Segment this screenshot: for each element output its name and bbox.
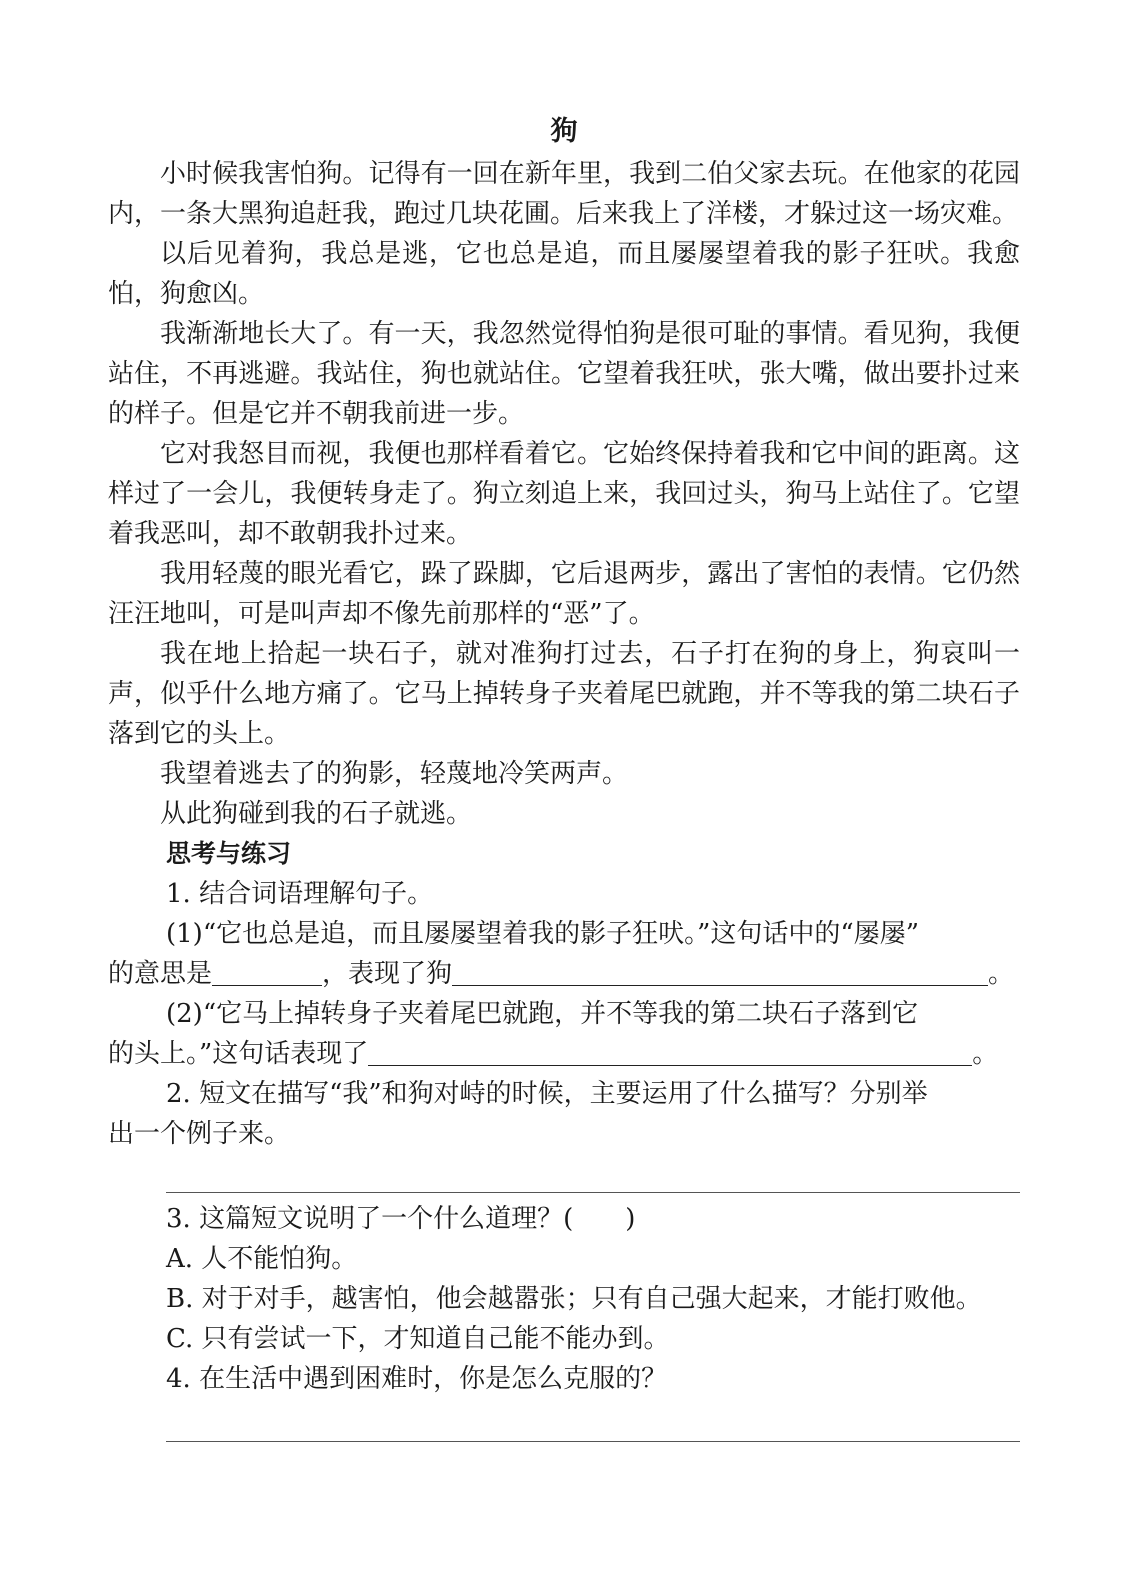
option-a[interactable]: A. 人不能怕狗。 — [166, 1244, 358, 1274]
question-1-1-text-b: ，表现了狗 — [322, 959, 453, 989]
answer-line-question-4[interactable] — [166, 1441, 1020, 1442]
story-paragraph-6: 我在地上拾起一块石子，就对准狗打过去，石子打在狗的身上，狗哀叫一声，似乎什么地方痛了。它马上掉转身子夹着尾巴就跑，并不等我的第二块石子落到它的头上。 — [108, 639, 1020, 749]
question-1-2-line-2 — [108, 1034, 1020, 1074]
worksheet-page — [108, 110, 1020, 1442]
story-paragraph-4: 它对我怒目而视，我便也那样看着它。它始终保持着我和它中间的距离。这样过了一会儿，我便转身走了。狗立刻追上来，我回过头，狗马上站住了。它望着我恶叫，却不敢朝我扑过来。 — [108, 439, 1020, 549]
question-1-2-text-a: 的头上。”这句话表现了 — [108, 1039, 369, 1069]
question-1-2-line-1: (2)“它马上掉转身子夹着尾巴就跑，并不等我的第二块石子落到它 — [166, 999, 919, 1029]
question-1: 1. 结合词语理解句子。 — [166, 879, 434, 909]
story-paragraph-3: 我渐渐地长大了。有一天，我忽然觉得怕狗是很可耻的事情。看见狗，我便站住，不再逃避。我站住，狗也就站住。它望着我狂吠，张大嘴，做出要扑过来的样子。但是它并不朝我前进一步。 — [108, 319, 1020, 429]
option-b[interactable]: B. 对于对手，越害怕，他会越嚣张；只有自己强大起来，才能打败他。 — [166, 1284, 982, 1314]
story-paragraph-1: 小时候我害怕狗。记得有一回在新年里，我到二伯父家去玩。在他家的花园内，一条大黑狗追赶我，跑过几块花圃。后来我上了洋楼，才躲过这一场灾难。 — [108, 159, 1020, 229]
question-1-1-text-a: 的意思是 — [108, 959, 213, 989]
option-c[interactable]: C. 只有尝试一下，才知道自己能不能办到。 — [166, 1324, 670, 1354]
question-4: 4. 在生活中遇到困难时，你是怎么克服的？ — [166, 1364, 668, 1394]
question-3: 3. 这篇短文说明了一个什么道理？( ) — [166, 1204, 636, 1234]
spacer — [108, 1154, 1020, 1192]
question-2-line-1: 2. 短文在描写“我”和狗对峙的时候，主要运用了什么描写？分别举 — [166, 1079, 928, 1109]
answer-blank-dog-behavior[interactable] — [452, 955, 988, 986]
question-1-1-line-2 — [108, 954, 1020, 994]
story-title: 狗 — [550, 116, 578, 147]
exercises-heading: 思考与练习 — [166, 839, 292, 868]
answer-blank-meaning[interactable] — [212, 955, 322, 986]
question-1-1-line-1: (1)“它也总是追，而且屡屡望着我的影子狂吠。”这句话中的“屡屡” — [166, 919, 919, 949]
question-2-line-2: 出一个例子来。 — [108, 1119, 291, 1149]
answer-blank-sentence-meaning[interactable] — [368, 1035, 972, 1066]
story-paragraph-2: 以后见着狗，我总是逃，它也总是追，而且屡屡望着我的影子狂吠。我愈怕，狗愈凶。 — [108, 239, 1020, 309]
story-paragraph-5: 我用轻蔑的眼光看它，跺了跺脚，它后退两步，露出了害怕的表情。它仍然汪汪地叫，可是叫声却不像先前那样的“恶”了。 — [108, 559, 1020, 629]
spacer — [108, 1399, 1020, 1441]
story-paragraph-8: 从此狗碰到我的石子就逃。 — [160, 799, 473, 829]
question-1-2-end: 。 — [972, 1039, 999, 1069]
story-paragraph-7: 我望着逃去了的狗影，轻蔑地冷笑两声。 — [160, 759, 629, 789]
question-1-1-end: 。 — [988, 959, 1015, 989]
